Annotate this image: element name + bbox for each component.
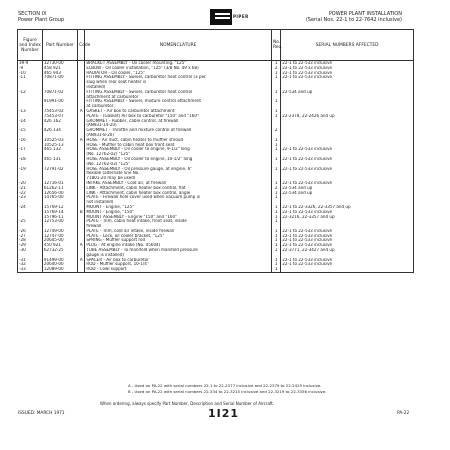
- row-part-number: 62732-25: [42, 248, 77, 253]
- row-index: -27: [18, 234, 43, 239]
- row-part-number: 426 134: [42, 128, 77, 133]
- row-req: 1: [271, 262, 280, 267]
- row-serial: 22-2378, 22-2426 and up: [281, 114, 414, 119]
- row-nomenclature: firewall: [85, 224, 272, 229]
- row-index: -9: [18, 66, 43, 71]
- row-part-number: 12656-00: [42, 191, 77, 196]
- row-code: A: [78, 243, 85, 248]
- row-serial: 22-534 and up: [281, 90, 414, 95]
- row-nomenclature: PLATE - Firewall hole cover used when vacuum pump is: [85, 195, 272, 200]
- row-part-number: 12747-00: [42, 234, 77, 239]
- table-header-row: [18, 30, 414, 61]
- row-req: 2: [271, 128, 280, 133]
- row-nomenclature: FITTING ASSEMBLY - Swivel, mixture control attachment: [85, 99, 272, 104]
- row-part-number: 14765-00: [42, 195, 77, 200]
- row-part-number: 458 921: [42, 66, 77, 71]
- row-req: 1: [271, 238, 280, 243]
- row-serial: 22-1 to 22-533 inclusive: [281, 61, 414, 66]
- row-serial: 22-1 to 22-533 inclusive: [281, 210, 414, 215]
- row-req: 1: [271, 219, 280, 224]
- row-index: -21: [18, 186, 43, 191]
- row-index: -32: [18, 262, 43, 267]
- row-req: 1: [271, 243, 280, 248]
- row-index: -11: [18, 75, 43, 80]
- row-nomenclature: at carburetor: [85, 104, 272, 109]
- row-part-number: 70871-02: [42, 90, 77, 95]
- row-serial: 22-1 to 22-533 inclusive: [281, 75, 414, 80]
- row-nomenclature: 71801-20 may be used): [85, 176, 272, 181]
- table-body: [18, 61, 414, 273]
- row-index: -28: [18, 238, 43, 243]
- row-part-number: 15769-14: [42, 210, 77, 215]
- group-label: Power Plant Group: [18, 17, 65, 23]
- note-a: A - Used on PA-22 with serial numbers 22-1 to 22-2377 inclusive and 22-2379 to 22-2425 inclusive.: [128, 383, 322, 388]
- row-serial: 22-1 to 22-533 inclusive: [281, 157, 414, 162]
- row-part-number: 91991-00: [42, 99, 77, 104]
- row-index: -31: [18, 258, 43, 263]
- page-number: PA-22: [397, 411, 410, 416]
- row-part-number: 20640-00: [42, 262, 77, 267]
- row-req: 1: [271, 210, 280, 215]
- row-serial: 22-1 to 22-533 inclusive: [281, 238, 414, 243]
- row-part-number: 70871-00: [42, 75, 77, 80]
- row-index: -13: [18, 109, 43, 114]
- row-code: B: [78, 210, 85, 215]
- row-serial: [281, 267, 414, 272]
- row-req: 1: [271, 90, 280, 95]
- row-index: -25: [18, 219, 43, 224]
- page-code: 1I21: [208, 407, 240, 420]
- row-index: -17: [18, 147, 43, 152]
- row-index: -20: [18, 181, 43, 186]
- row-nomenclature: not installed): [85, 200, 272, 205]
- row-part-number: 12716-01: [42, 181, 77, 186]
- row-index: -22: [18, 191, 43, 196]
- row-serial: 22-1 to 22-533 inclusive: [281, 262, 414, 267]
- footnotes: [128, 384, 328, 395]
- row-nomenclature: PLATE - Trim, cold air intake, inside firewall: [85, 229, 272, 234]
- row-req: 2: [271, 186, 280, 191]
- row-nomenclature: ELBOW - Oil cooler installation, "125" (3/8 No. 49 x 68): [85, 66, 272, 71]
- row-serial: 22-1 to 22-533 inclusive: [281, 167, 414, 172]
- row-part-number: 465 132: [42, 147, 77, 152]
- row-req: 1: [271, 61, 280, 66]
- logo-text: PIPER: [233, 14, 249, 19]
- row-index: 39-9: [18, 61, 43, 66]
- page-title: POWER PLANT INSTALLATION: [328, 11, 402, 17]
- row-nomenclature: HOSE ASSEMBLY - Oil pressure gauge, at engine, 6": [85, 167, 272, 172]
- row-req: 1: [271, 258, 280, 263]
- row-nomenclature: GASKET - Air box to carburetor attachment: [85, 109, 272, 114]
- row-req: 1: [271, 147, 280, 152]
- serial-range: (Serial Nos. 22-1 to 22-7642 inclusive): [305, 17, 402, 23]
- row-req: 1: [271, 234, 280, 239]
- row-req: 1: [271, 138, 280, 143]
- row-nomenclature: HOSE - Muffler to cabin heat box front seat: [85, 143, 272, 148]
- row-req: 1: [271, 99, 280, 104]
- row-nomenclature: MOUNT ASSEMBLY - Engine "150" and "160": [85, 215, 272, 220]
- row-req: 1: [271, 205, 280, 210]
- row-index: -14: [18, 119, 43, 124]
- row-req: 1: [271, 215, 280, 220]
- row-req: 1: [271, 75, 280, 80]
- row-serial: 22-1 to 22-533 inclusive: [281, 66, 414, 71]
- row-req: 1: [271, 195, 280, 200]
- row-nomenclature: SPRING - Muffler support rod: [85, 238, 272, 243]
- row-serial: 22-1 to 22-533 inclusive: [281, 147, 414, 152]
- row-index: -19: [18, 167, 43, 172]
- col-header-index: Figure and Index Number: [18, 30, 43, 61]
- row-part-number: 75453-02: [42, 109, 77, 114]
- row-index: -26: [18, 229, 43, 234]
- row-part-number: 465 943: [42, 71, 77, 76]
- row-req: 1: [271, 248, 280, 253]
- row-nomenclature: FITTING ASSEMBLY - Swivel, carburetor heat control (3 per: [85, 75, 272, 80]
- ordering-note: When ordering, always specify Part Number, Description and Serial Number of Aircraft.: [100, 401, 275, 406]
- row-part-number: 426 162: [42, 119, 77, 124]
- row-serial: 22-1 to 22-533 inclusive: [281, 229, 414, 234]
- row-part-number: 15769-12: [42, 205, 77, 210]
- row-part-number: 72791-02: [42, 167, 77, 172]
- piper-logo-icon: [210, 9, 232, 25]
- row-part-number: 10525-03: [42, 138, 77, 143]
- row-nomenclature: (No. 12762-03) "125": [85, 162, 272, 167]
- row-req: 2: [271, 66, 280, 71]
- row-nomenclature: gauge is installed): [85, 253, 272, 258]
- row-req: 1: [271, 71, 280, 76]
- row-part-number: 12089-00: [42, 267, 77, 272]
- row-req: 1: [271, 167, 280, 172]
- row-nomenclature: flexible (alternate line No.: [85, 171, 272, 176]
- row-serial: 22-1 to 22-3326, 22-3357 and up: [281, 205, 414, 210]
- row-nomenclature: HOSE ASSEMBLY - Oil cooler to engine, 9-1/2" long: [85, 147, 272, 152]
- table-row: [18, 267, 414, 272]
- issued-date: ISSUED: MARCH 1971: [18, 411, 65, 416]
- row-nomenclature: TUBE ASSEMBLY - To manifold when manifold pressure: [85, 248, 272, 253]
- row-code: A: [78, 258, 85, 263]
- row-serial: 22-3216, 22-3357 and up: [281, 215, 414, 220]
- row-nomenclature: installed): [85, 85, 272, 90]
- row-part-number: 15796-11: [42, 215, 77, 220]
- row-part-number: 61262-11: [42, 186, 77, 191]
- row-req: 1: [271, 267, 280, 272]
- row-nomenclature: SPACER - Air box to carburetor: [85, 258, 272, 263]
- col-header-req: No. Req.: [271, 30, 280, 61]
- row-nomenclature: ROD - Muffler support, 10-1/4": [85, 262, 272, 267]
- row-index: -12: [18, 90, 43, 95]
- row-index: -16: [18, 138, 43, 143]
- row-nomenclature: BRACKET ASSEMBLY - Oil cooler mounting, "125": [85, 61, 272, 66]
- row-serial: 22-1 to 22-533 inclusive: [281, 71, 414, 76]
- row-nomenclature: PLATE - (Gasket) Air box to carburetor "150" and "160": [85, 114, 272, 119]
- parts-table: [17, 29, 414, 273]
- row-index: -18: [18, 157, 43, 162]
- col-header-part: Part Number: [42, 30, 77, 61]
- row-index: -29: [18, 243, 43, 248]
- row-part-number: 91499-00: [42, 258, 77, 263]
- row-index: -30: [18, 248, 43, 253]
- row-part-number: 12749-00: [42, 229, 77, 234]
- row-nomenclature: PLUG - At engine intake (No. 45604): [85, 243, 272, 248]
- row-nomenclature: MOUNT - Engine, "150": [85, 210, 272, 215]
- row-serial: 22-1 to 22-533 inclusive: [281, 243, 414, 248]
- row-nomenclature: HOSE ASSEMBLY - Oil cooler to engine, 10-1/2" long: [85, 157, 272, 162]
- row-nomenclature: RADIATOR - Oil cooler, "125": [85, 71, 272, 76]
- row-nomenclature: MOUNT - Engine, "125": [85, 205, 272, 210]
- row-nomenclature: GROMMET - Rubber, cable control, at firewall: [85, 119, 272, 124]
- row-req: 1: [271, 109, 280, 114]
- row-part-number: 465 131: [42, 157, 77, 162]
- row-serial: 22-534 and up: [281, 191, 414, 196]
- row-nomenclature: PLATE - Trim, cabin heat intake, front seat, inside: [85, 219, 272, 224]
- row-nomenclature: LINK - Attachment, cabin heater box control, angle: [85, 191, 272, 196]
- row-req: 1: [271, 157, 280, 162]
- row-nomenclature: HOSE - Air duct, cabin heater to muffler shroud: [85, 138, 272, 143]
- row-nomenclature: GROMMET - Throttle and mixture control at firewall: [85, 128, 272, 133]
- row-nomenclature: (AN931-8-20): [85, 133, 272, 138]
- row-serial: 22-1 to 22-533 inclusive: [281, 234, 414, 239]
- row-nomenclature: (AN931-14-20): [85, 123, 272, 128]
- row-part-number: 12730-00: [42, 61, 77, 66]
- row-nomenclature: LINK - Attachment, cabin heater box control, flat: [85, 186, 272, 191]
- row-serial: 22-3771, 22-3427 and up: [281, 248, 414, 253]
- row-nomenclature: attachment at carburetor: [85, 95, 272, 100]
- row-index: -33: [18, 267, 43, 272]
- row-req: 1: [271, 114, 280, 119]
- row-nomenclature: FITTING ASSEMBLY - Swivel, carburetor heat control: [85, 90, 272, 95]
- row-nomenclature: (No. 12762-02) "125": [85, 152, 272, 157]
- row-part-number: 12753-00: [42, 219, 77, 224]
- section-label: SECTION IX: [18, 11, 47, 17]
- row-nomenclature: PLATE - Lock, oil cooler bracket, "125": [85, 234, 272, 239]
- row-index: -24: [18, 205, 43, 210]
- row-code: A: [78, 109, 85, 114]
- row-part-number: 450 921: [42, 243, 77, 248]
- row-code: [78, 267, 85, 272]
- col-header-serial: SERIAL NUMBERS AFFECTED: [281, 30, 414, 61]
- col-header-nomenclature: NOMENCLATURE: [85, 30, 272, 61]
- row-req: 1: [271, 181, 280, 186]
- col-header-code: Code: [78, 30, 85, 61]
- row-index: -23: [18, 195, 43, 200]
- header-right: [306, 11, 402, 23]
- row-part-number: 20645-00: [42, 238, 77, 243]
- row-nomenclature: slug when rear seat heater is: [85, 80, 272, 85]
- row-part-number: 10525-13: [42, 143, 77, 148]
- row-req: 1: [271, 143, 280, 148]
- row-nomenclature: ROD - Cowl support: [85, 267, 272, 272]
- row-part-number: 75453-07: [42, 114, 77, 119]
- row-index: -10: [18, 71, 43, 76]
- row-serial: 22-1 to 22-533 inclusive: [281, 181, 414, 186]
- note-b: B - Used on PA-22 with serial numbers 22-534 to 22-3215 inclusive and 22-3219 to 22-3356 inclusive.: [128, 388, 327, 394]
- header-left: [18, 11, 64, 23]
- row-nomenclature: INTAKE ASSEMBLY - Cold air, at firewall: [85, 181, 272, 186]
- row-index: -15: [18, 128, 43, 133]
- row-serial: 22-534 and up: [281, 186, 414, 191]
- row-req: 1: [271, 229, 280, 234]
- row-req: 1: [271, 191, 280, 196]
- row-serial: 22-1 to 22-533 inclusive: [281, 258, 414, 263]
- row-code: A: [78, 138, 85, 143]
